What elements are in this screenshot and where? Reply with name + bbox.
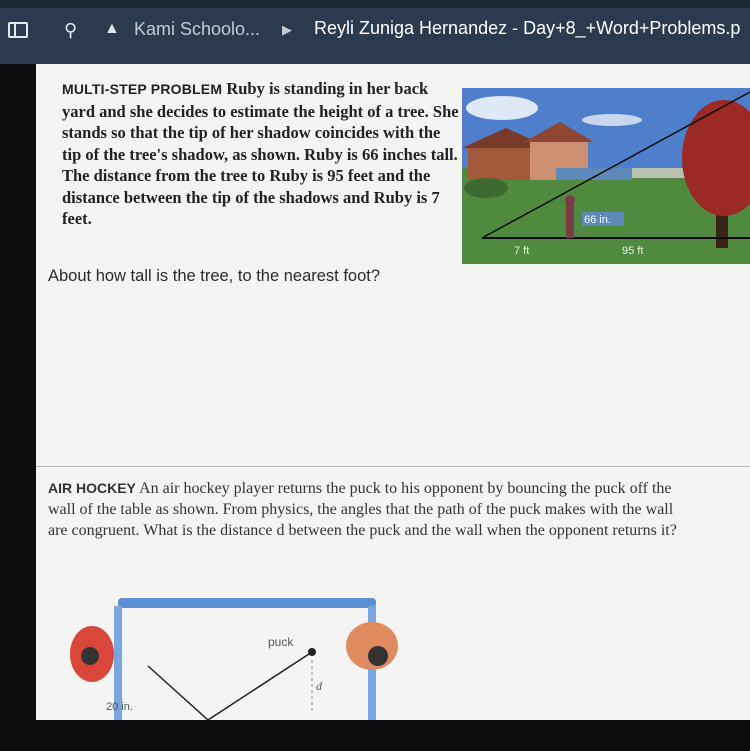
toolbar-top-strip bbox=[0, 0, 750, 8]
sidebar-toggle-icon[interactable] bbox=[8, 22, 28, 38]
problem-divider bbox=[36, 466, 750, 467]
screen-bezel bbox=[0, 720, 750, 751]
problem1-text bbox=[62, 78, 462, 230]
breadcrumb-app[interactable]: Kami Schoolo... bbox=[134, 19, 261, 39]
problem2-text bbox=[48, 478, 678, 541]
problem1-question: About how tall is the tree, to the nearest foot? bbox=[48, 267, 381, 285]
tree-distance-label: 95 ft bbox=[622, 245, 644, 257]
problem2-tag: AIR HOCKEY bbox=[48, 480, 136, 496]
problem1-tag: MULTI-STEP PROBLEM bbox=[62, 81, 223, 97]
drive-icon[interactable]: ▲ bbox=[104, 20, 120, 37]
distance-label: 20 in. bbox=[106, 701, 133, 713]
problem1-body: Ruby is standing in her back yard and she decides to estimate the height of a tree. She stands so that the tip of her shadow coincides with the tip of the tree's shadow, as shown. Ruby is 66 inches tall. The distance from the tree to Ruby is 95 feet and the distance between the tip of the shadows and Ruby is 7 feet. bbox=[62, 79, 459, 228]
document-title: Reyli Zuniga Hernandez - Day+8_+Word+Problems.p bbox=[314, 18, 741, 38]
cloud bbox=[582, 114, 642, 126]
document-page bbox=[36, 64, 750, 720]
mallet-right bbox=[368, 646, 388, 666]
search-icon[interactable]: ⚲ bbox=[64, 20, 78, 40]
air-hockey-figure bbox=[62, 594, 402, 720]
table-wall bbox=[118, 598, 376, 608]
ruby bbox=[566, 204, 574, 238]
mallet-left bbox=[81, 647, 99, 665]
bush bbox=[464, 178, 508, 198]
ruby-head bbox=[565, 195, 575, 205]
problem2-body: An air hockey player returns the puck to his opponent by bouncing the puck off the wall of the table as shown. From physics, the angles that the path of the puck makes with the wall are congruent. What is the distance d between the puck and the wall when the opponent returns it? bbox=[48, 480, 677, 539]
shadow-length-label: 7 ft bbox=[514, 245, 530, 257]
d-label: d bbox=[316, 679, 322, 693]
puck bbox=[308, 648, 316, 656]
cloud bbox=[466, 96, 538, 120]
chevron-right-icon: ▶ bbox=[282, 22, 292, 37]
fence bbox=[556, 168, 632, 180]
browser-toolbar bbox=[0, 0, 750, 64]
puck-path bbox=[148, 652, 312, 720]
tree-shadow-figure bbox=[462, 88, 750, 264]
puck-label: puck bbox=[268, 635, 294, 649]
ruby-height-label: 66 in. bbox=[584, 214, 611, 226]
